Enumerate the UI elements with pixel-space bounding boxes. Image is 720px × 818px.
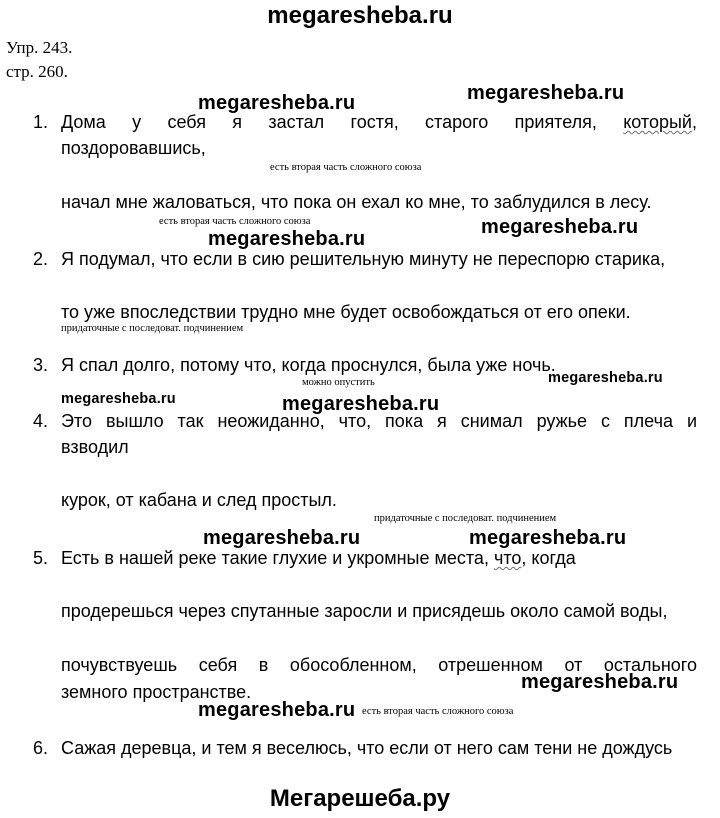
annotation-note: придаточные с последоват. подчинением (374, 513, 557, 524)
watermark: megaresheba.ru (282, 393, 440, 415)
exercise-number: Упр. 243. (6, 38, 73, 57)
watermark: megaresheba.ru (203, 527, 361, 549)
footer-brand: Мегарешеба.ру (269, 785, 451, 812)
annotation-note: есть вторая часть сложного союза (362, 706, 514, 717)
item-number: 5. (33, 548, 49, 568)
watermark: megaresheba.ru (481, 216, 639, 238)
item-number: 4. (33, 411, 49, 431)
watermark: megaresheba.ru (61, 391, 176, 407)
sentence-line: продерешься через спутанные заросли и присядешь около самой воды, (61, 601, 668, 621)
item-number: 2. (33, 249, 49, 269)
annotation-note: есть вторая часть сложного союза (159, 216, 311, 227)
watermark: megaresheba.ru (198, 92, 356, 114)
watermark: megaresheba.ru (208, 228, 366, 250)
watermark: megaresheba.ru (521, 671, 679, 693)
sentence-line: курок, от кабана и след простыл. (61, 490, 337, 510)
sentence-line: Я спал долго, потому что, когда проснулся, была уже ночь. (61, 355, 556, 375)
annotation-note: придаточные с последоват. подчинением (61, 323, 244, 334)
item-number: 1. (33, 112, 49, 132)
sentence-line: поздоровавшись, (61, 138, 206, 158)
sentence-line: начал мне жаловаться, что пока он ехал ко мне, то заблудился в лесу. (61, 192, 652, 212)
sentence-line: Я подумал, что если в сию решительную минуту не переспорю старика, (61, 249, 666, 269)
sentence-line: Это вышло так неожиданно, что, пока я снимал ружье с плеча и (61, 411, 697, 431)
sentence-line: то уже впоследствии трудно мне будет освобождаться от его опеки. (61, 302, 631, 322)
watermark: megaresheba.ru (548, 370, 663, 386)
watermark: megaresheba.ru (198, 699, 356, 721)
watermark: megaresheba.ru (469, 527, 627, 549)
sentence-line: Дома у себя я застал гостя, старого приятеля, который, (61, 112, 697, 132)
item-number: 3. (33, 355, 49, 375)
watermark: megaresheba.ru (467, 82, 625, 104)
site-title: megaresheba.ru (267, 2, 453, 29)
sentence-line: почувствуешь себя в обособленном, отрешенном от остального (61, 655, 697, 675)
annotation-note: есть вторая часть сложного союза (270, 162, 422, 173)
sentence-line: Сажая деревца, и тем я веселюсь, что если от него сам тени не дождусь (61, 738, 673, 758)
sentence-line: земного пространстве. (61, 682, 252, 702)
item-number: 6. (33, 738, 49, 758)
page-number: стр. 260. (6, 62, 68, 81)
sentence-line: взводил (61, 437, 129, 457)
sentence-line: Есть в нашей реке такие глухие и укромные места, что, когда (61, 548, 576, 568)
annotation-note: можно опустить (302, 377, 375, 388)
